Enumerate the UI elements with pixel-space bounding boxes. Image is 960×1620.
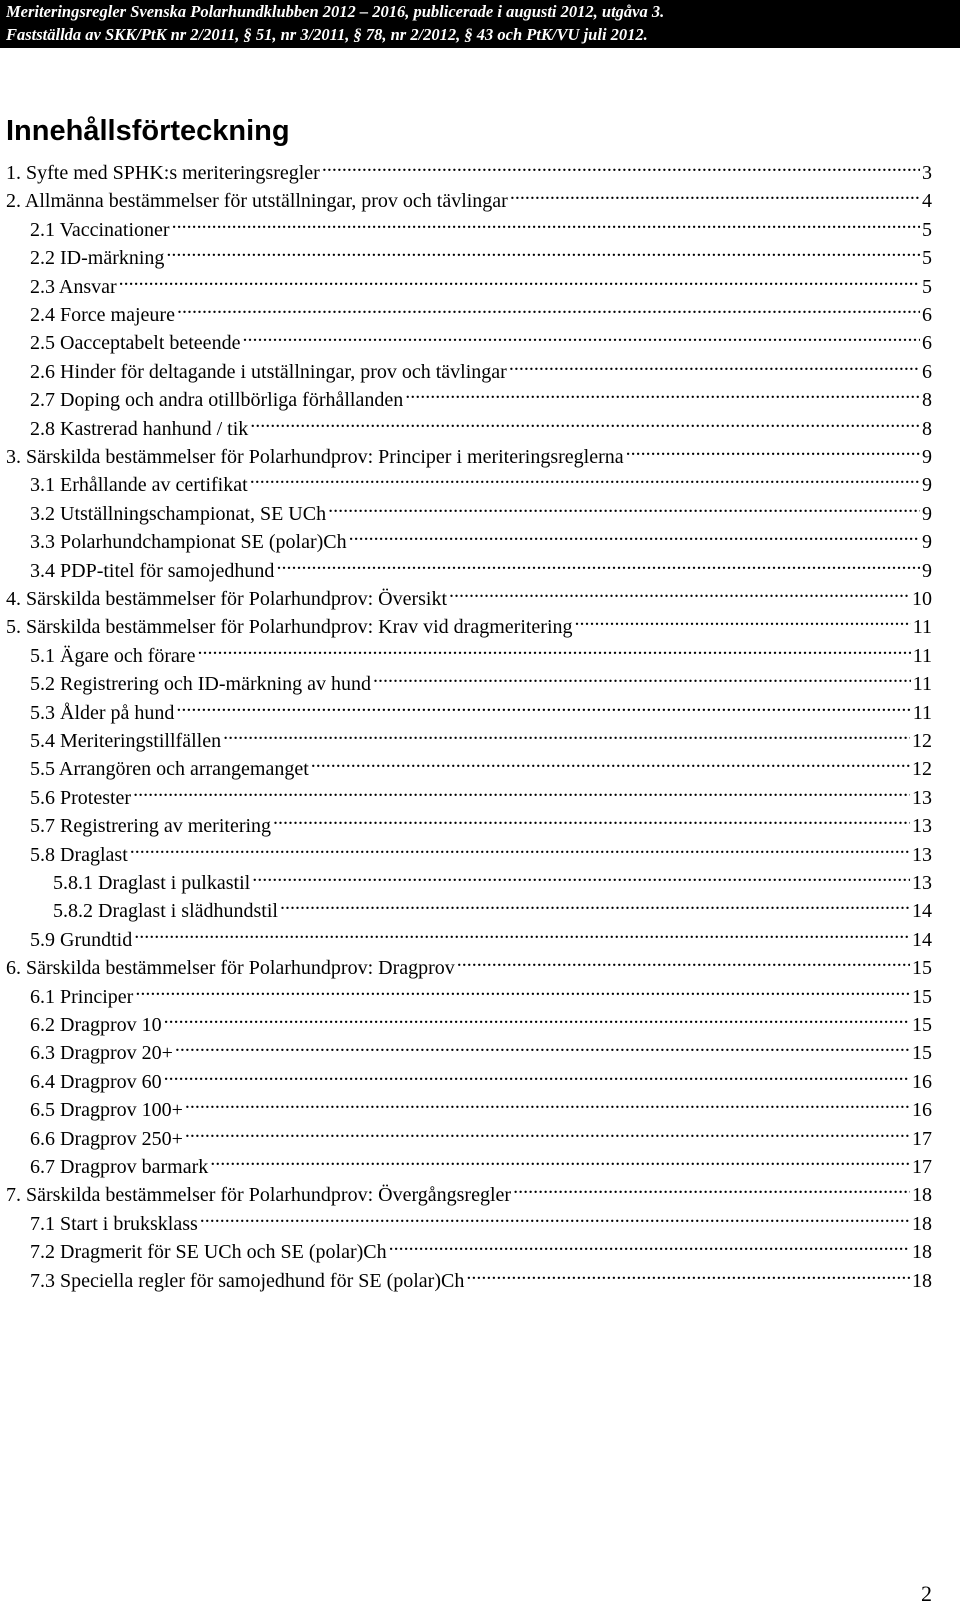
toc-entry-title: 2.5 Oacceptabelt beteende bbox=[30, 332, 241, 354]
toc-entry[interactable] bbox=[0, 293, 960, 326]
toc-entry-title: 5.8 Draglast bbox=[30, 844, 128, 866]
toc-entry-page: 9 bbox=[922, 446, 932, 468]
toc-entry[interactable] bbox=[0, 1145, 960, 1178]
toc-entry-page: 17 bbox=[912, 1128, 932, 1150]
toc-entry-page: 14 bbox=[912, 900, 932, 922]
dot-leader bbox=[172, 208, 920, 236]
toc-entry[interactable] bbox=[0, 946, 960, 979]
dot-leader bbox=[509, 350, 920, 378]
dot-leader bbox=[176, 691, 910, 719]
toc-entry-title: 5.2 Registrering och ID-märkning av hund bbox=[30, 673, 372, 695]
toc-entry[interactable] bbox=[0, 889, 960, 922]
toc-entry-page: 11 bbox=[912, 616, 932, 638]
toc-entry-title: 6.5 Dragprov 100+ bbox=[30, 1099, 183, 1121]
toc-entry-title: 5.9 Grundtid bbox=[30, 929, 133, 951]
page-number: 2 bbox=[921, 1581, 932, 1606]
dot-leader bbox=[119, 265, 920, 293]
toc-entry-title: 6.1 Principer bbox=[30, 986, 134, 1008]
toc-entry-title: 3.3 Polarhundchampionat SE (polar)Ch bbox=[30, 531, 347, 553]
toc-entry-page: 16 bbox=[912, 1099, 932, 1121]
toc-entry-page: 16 bbox=[912, 1071, 932, 1093]
dot-leader bbox=[200, 1202, 910, 1230]
header-line-2: Fastställda av SKK/PtK nr 2/2011, § 51, nr 3/2011, § 78, nr 2/2012, § 43 och PtK/VU juli 2012. bbox=[6, 25, 648, 44]
toc-entry-page: 11 bbox=[912, 645, 932, 667]
toc-entry-page: 17 bbox=[912, 1156, 932, 1178]
toc-entry-page: 5 bbox=[922, 219, 932, 241]
toc-entry-title: 3. Särskilda bestämmelser för Polarhundprov: Principer i meriteringsreglerna bbox=[6, 446, 624, 468]
dot-leader bbox=[223, 719, 910, 747]
toc-entry[interactable] bbox=[0, 747, 960, 780]
toc-entry[interactable] bbox=[0, 208, 960, 241]
dot-leader bbox=[510, 179, 920, 207]
toc-entry-page: 12 bbox=[912, 758, 932, 780]
toc-entry-title: 7.1 Start i bruksklass bbox=[30, 1213, 198, 1235]
toc-entry-page: 13 bbox=[912, 787, 932, 809]
toc-entry[interactable] bbox=[0, 833, 960, 866]
dot-leader bbox=[250, 463, 920, 491]
toc-entry[interactable] bbox=[0, 662, 960, 695]
toc-entry[interactable] bbox=[0, 321, 960, 354]
dot-leader bbox=[513, 1173, 910, 1201]
toc-entry[interactable] bbox=[0, 861, 960, 894]
dot-leader bbox=[405, 378, 920, 406]
toc-entry-title: 2.1 Vaccinationer bbox=[30, 219, 170, 241]
toc-entry[interactable] bbox=[0, 719, 960, 752]
toc-entry-title: 5.6 Protester bbox=[30, 787, 132, 809]
dot-leader bbox=[280, 889, 910, 917]
toc-entry-page: 13 bbox=[912, 844, 932, 866]
toc-entry-title: 5.1 Ägare och förare bbox=[30, 645, 196, 667]
dot-leader bbox=[130, 833, 910, 861]
toc-entry-title: 6.3 Dragprov 20+ bbox=[30, 1042, 173, 1064]
dot-leader bbox=[311, 747, 910, 775]
toc-entry-title: 6.7 Dragprov barmark bbox=[30, 1156, 209, 1178]
toc-entry-title: 2. Allmänna bestämmelser för utställningar, prov och tävlingar bbox=[6, 190, 508, 212]
toc-entry[interactable] bbox=[0, 179, 960, 212]
toc-entry-page: 13 bbox=[912, 815, 932, 837]
toc-entry-page: 15 bbox=[912, 1042, 932, 1064]
toc-entry-title: 5.5 Arrangören och arrangemanget bbox=[30, 758, 309, 780]
toc-entry-page: 15 bbox=[912, 957, 932, 979]
toc-entry-page: 3 bbox=[922, 162, 932, 184]
toc-title: Innehållsförteckning bbox=[6, 115, 290, 147]
dot-leader bbox=[457, 946, 910, 974]
toc-entry[interactable] bbox=[0, 634, 960, 667]
toc-entry-title: 6.2 Dragprov 10 bbox=[30, 1014, 162, 1036]
dot-leader bbox=[185, 1088, 910, 1116]
toc-entry[interactable] bbox=[0, 1230, 960, 1263]
dot-leader bbox=[373, 662, 911, 690]
dot-leader bbox=[575, 605, 911, 633]
document-header bbox=[0, 0, 960, 48]
dot-leader bbox=[466, 1259, 910, 1287]
toc-entry-page: 5 bbox=[922, 276, 932, 298]
toc-entry[interactable] bbox=[0, 407, 960, 440]
toc-entry-page: 9 bbox=[922, 531, 932, 553]
toc-entry[interactable] bbox=[0, 1117, 960, 1150]
dot-leader bbox=[164, 1003, 910, 1031]
dot-leader bbox=[134, 918, 910, 946]
toc-entry-page: 8 bbox=[922, 418, 932, 440]
toc-entry-title: 1. Syfte med SPHK:s meriteringsregler bbox=[6, 162, 320, 184]
toc-entry[interactable] bbox=[0, 1031, 960, 1064]
toc-entry-title: 2.8 Kastrerad hanhund / tik bbox=[30, 418, 249, 440]
toc-entry[interactable] bbox=[0, 463, 960, 496]
toc-entry[interactable] bbox=[0, 975, 960, 1008]
toc-entry[interactable] bbox=[0, 1060, 960, 1093]
toc-entry-page: 12 bbox=[912, 730, 932, 752]
toc-entry[interactable] bbox=[0, 691, 960, 724]
dot-leader bbox=[166, 236, 920, 264]
toc-entry-page: 14 bbox=[912, 929, 932, 951]
toc-entry-title: 3.2 Utställningschampionat, SE UCh bbox=[30, 503, 327, 525]
dot-leader bbox=[349, 520, 920, 548]
dot-leader bbox=[164, 1060, 910, 1088]
dot-leader bbox=[185, 1117, 910, 1145]
toc-entry[interactable] bbox=[0, 520, 960, 553]
toc-entry-page: 18 bbox=[912, 1270, 932, 1292]
toc-entry-page: 11 bbox=[912, 673, 932, 695]
dot-leader bbox=[177, 293, 920, 321]
toc-entry-title: 5.3 Ålder på hund bbox=[30, 702, 175, 724]
toc-entry-title: 5.4 Meriteringstillfällen bbox=[30, 730, 222, 752]
toc-entry-title: 3.4 PDP-titel för samojedhund bbox=[30, 560, 275, 582]
dot-leader bbox=[276, 549, 920, 577]
dot-leader bbox=[389, 1230, 910, 1258]
toc-entry-title: 4. Särskilda bestämmelser för Polarhundprov: Översikt bbox=[6, 588, 448, 610]
toc-entry-page: 18 bbox=[912, 1213, 932, 1235]
toc-entry-title: 2.2 ID-märkning bbox=[30, 247, 165, 269]
toc-entry-title: 6. Särskilda bestämmelser för Polarhundprov: Dragprov bbox=[6, 957, 455, 979]
toc-entry-page: 4 bbox=[922, 190, 932, 212]
toc-entry-title: 7.2 Dragmerit för SE UCh och SE (polar)Ch bbox=[30, 1241, 387, 1263]
toc-entry-title: 5.8.1 Draglast i pulkastil bbox=[53, 872, 251, 894]
dot-leader bbox=[210, 1145, 910, 1173]
toc-entry-page: 6 bbox=[922, 332, 932, 354]
toc-entry[interactable] bbox=[0, 577, 960, 610]
toc-entry-page: 9 bbox=[922, 474, 932, 496]
toc-entry-title: 7.3 Speciella regler för samojedhund för SE (polar)Ch bbox=[30, 1270, 465, 1292]
toc-entry-title: 2.6 Hinder för deltagande i utställningar, prov och tävlingar bbox=[30, 361, 507, 383]
dot-leader bbox=[626, 435, 920, 463]
dot-leader bbox=[449, 577, 910, 605]
toc-entry[interactable] bbox=[0, 1003, 960, 1036]
toc-entry-title: 5. Särskilda bestämmelser för Polarhundprov: Krav vid dragmeritering bbox=[6, 616, 573, 638]
toc-entry-page: 9 bbox=[922, 503, 932, 525]
toc-entry-title: 2.7 Doping och andra otillbörliga förhållanden bbox=[30, 389, 404, 411]
dot-leader bbox=[273, 804, 910, 832]
toc-entry-title: 7. Särskilda bestämmelser för Polarhundprov: Övergångsregler bbox=[6, 1184, 512, 1206]
toc-entry-page: 6 bbox=[922, 361, 932, 383]
toc-entry-page: 9 bbox=[922, 560, 932, 582]
toc-entry[interactable] bbox=[0, 1259, 960, 1292]
toc-entry[interactable] bbox=[0, 776, 960, 809]
toc-entry[interactable] bbox=[0, 236, 960, 269]
toc-entry-page: 11 bbox=[912, 702, 932, 724]
dot-leader bbox=[252, 861, 910, 889]
toc-entry[interactable] bbox=[0, 265, 960, 298]
toc-entry[interactable] bbox=[0, 549, 960, 582]
toc-entry[interactable] bbox=[0, 435, 960, 468]
toc-entry-title: 2.3 Ansvar bbox=[30, 276, 117, 298]
header-line-1: Meriteringsregler Svenska Polarhundklubben 2012 – 2016, publicerade i augusti 2012, utgåva 3. bbox=[6, 2, 665, 21]
dot-leader bbox=[135, 975, 910, 1003]
toc-entry[interactable] bbox=[0, 1173, 960, 1206]
toc-entry-title: 6.6 Dragprov 250+ bbox=[30, 1128, 183, 1150]
toc-entry-title: 6.4 Dragprov 60 bbox=[30, 1071, 162, 1093]
toc-entry[interactable] bbox=[0, 1088, 960, 1121]
toc-entry-page: 6 bbox=[922, 304, 932, 326]
toc-entry-title: 5.8.2 Draglast i slädhundstil bbox=[53, 900, 278, 922]
toc-entry[interactable] bbox=[0, 378, 960, 411]
dot-leader bbox=[133, 776, 910, 804]
toc-entry-title: 2.4 Force majeure bbox=[30, 304, 175, 326]
dot-leader bbox=[328, 492, 920, 520]
dot-leader bbox=[242, 321, 920, 349]
toc-entry[interactable] bbox=[0, 1202, 960, 1235]
dot-leader bbox=[250, 407, 920, 435]
toc-entry-page: 18 bbox=[912, 1241, 932, 1263]
toc-entry[interactable] bbox=[0, 350, 960, 383]
toc-entry-page: 13 bbox=[912, 872, 932, 894]
toc-entry-title: 3.1 Erhållande av certifikat bbox=[30, 474, 248, 496]
toc-entry-page: 15 bbox=[912, 986, 932, 1008]
toc-entry[interactable] bbox=[0, 918, 960, 951]
toc-entry[interactable] bbox=[0, 151, 960, 184]
toc-entry[interactable] bbox=[0, 605, 960, 638]
toc-entry-title: 5.7 Registrering av meritering bbox=[30, 815, 272, 837]
toc-entry-page: 15 bbox=[912, 1014, 932, 1036]
toc-entry[interactable] bbox=[0, 804, 960, 837]
toc-entry[interactable] bbox=[0, 492, 960, 525]
dot-leader bbox=[197, 634, 910, 662]
dot-leader bbox=[175, 1031, 910, 1059]
dot-leader bbox=[322, 151, 920, 179]
toc-entry-page: 8 bbox=[922, 389, 932, 411]
toc-entry-page: 5 bbox=[922, 247, 932, 269]
toc-entry-page: 18 bbox=[912, 1184, 932, 1206]
toc-entry-page: 10 bbox=[912, 588, 932, 610]
